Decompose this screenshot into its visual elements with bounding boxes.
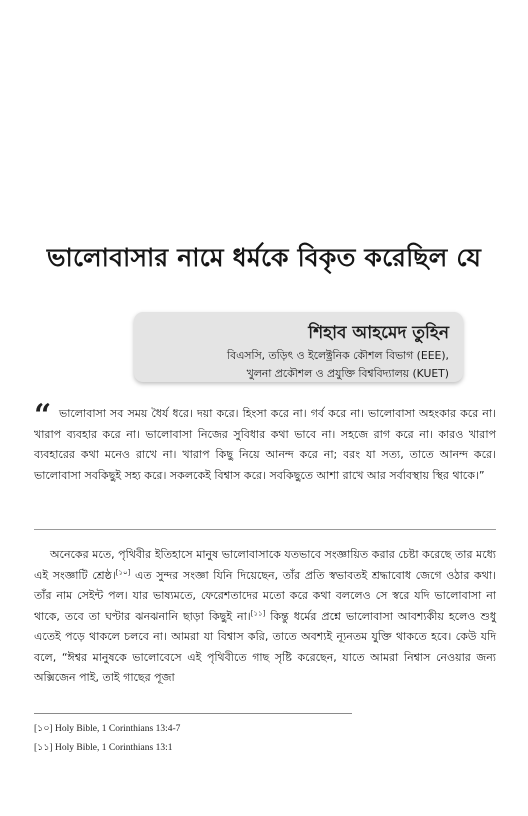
body-text-3: কিন্তু ধর্মের প্রশ্নে ভালোবাসা আবশ্যকীয় হলেও শুধু এতেই পড়ে থাকলে চলবে না। আমরা যা বিশ্বাস করি, তাতে অবশ্যই ন্যূনতম যুক্তি থাকতে হবে। কেউ যদি বলে, “ঈশ্বর মানুষকে ভালোবেসে এই পৃথিবীতে গাছ সৃষ্টি করেছেন, যাতে আমরা নিশ্বাস নেওয়ার জন্য অক্সিজেন পাই, তাই গাছের পূজা bbox=[34, 609, 496, 684]
body-text-1: অনেকের মতে, পৃথিবীর ইতিহাসে মানুষ ভালোবাসাকে যতভাবে সংজ্ঞায়িত করার চেষ্টা করেছে তার মধ্যে এই সংজ্ঞাটি শ্রেষ্ঠ। bbox=[34, 548, 496, 582]
author-name: শিহাব আহমেদ তুহিন bbox=[308, 323, 449, 343]
footnote-text: Holy Bible, 1 Corinthians 13:4-7 bbox=[55, 724, 181, 734]
footnote-number: [১০] bbox=[34, 724, 53, 734]
footnote-10 bbox=[34, 722, 180, 737]
footnote-text: Holy Bible, 1 Corinthians 13:1 bbox=[55, 743, 173, 753]
body-text-2: এত সুন্দর সংজ্ঞা যিনি দিয়েছেন, তাঁর প্রতি স্বভাবতই শ্রদ্ধাবোধ জেগে ওঠার কথা। তাঁর নাম সেইন্ট পল। যার ভাষ্যমতে, ফেরেশতাদের মতো করে কথা বললেও সে স্বরে যদি ভালোবাসা না থাকে, তবে তা ঘণ্টার ঝনঝনানি ছাড়া কিছুই না। bbox=[34, 568, 496, 623]
quote-divider bbox=[34, 529, 496, 530]
footnote-rule bbox=[34, 713, 352, 714]
footnote-11 bbox=[34, 741, 172, 756]
author-department: বিএসসি, তড়িৎ ও ইলেক্ট্রনিক কৌশল বিভাগ (EEE), bbox=[226, 349, 449, 362]
footnote-number: [১১] bbox=[34, 743, 53, 753]
footnote-ref-10[interactable]: [১০] bbox=[115, 567, 131, 576]
epigraph-quote bbox=[34, 404, 496, 486]
chapter-title: ভালোবাসার নামে ধর্মকে বিকৃত করেছিল যে bbox=[46, 243, 482, 272]
body-paragraph bbox=[34, 545, 496, 689]
quote-mark-icon: “ bbox=[34, 398, 52, 433]
author-university: খুলনা প্রকৌশল ও প্রযুক্তি বিশ্ববিদ্যালয় (KUET) bbox=[246, 367, 449, 380]
footnote-ref-11[interactable]: [১১] bbox=[250, 608, 266, 617]
quote-text: ভালোবাসা সব সময় ধৈর্য ধরে। দয়া করে। হিংসা করে না। গর্ব করে না। ভালোবাসা অহংকার করে না। খারাপ ব্যবহার করে না। ভালোবাসা নিজের সুবিধার কথা ভাবে না। সহজে রাগ করে না। কারও খারাপ ব্যবহারের কথা মনেও রাখে না। খারাপ কিছু নিয়ে আনন্দ করে না; বরং যা সত্য, তাতে আনন্দ করে। ভালোবাসা সবকিছুই সহ্য করে। সকলকেই বিশ্বাস করে। সবকিছুতে আশা রাখে আর সর্বাবস্থায় স্থির থাকে।” bbox=[34, 407, 496, 482]
author-box bbox=[134, 312, 463, 382]
